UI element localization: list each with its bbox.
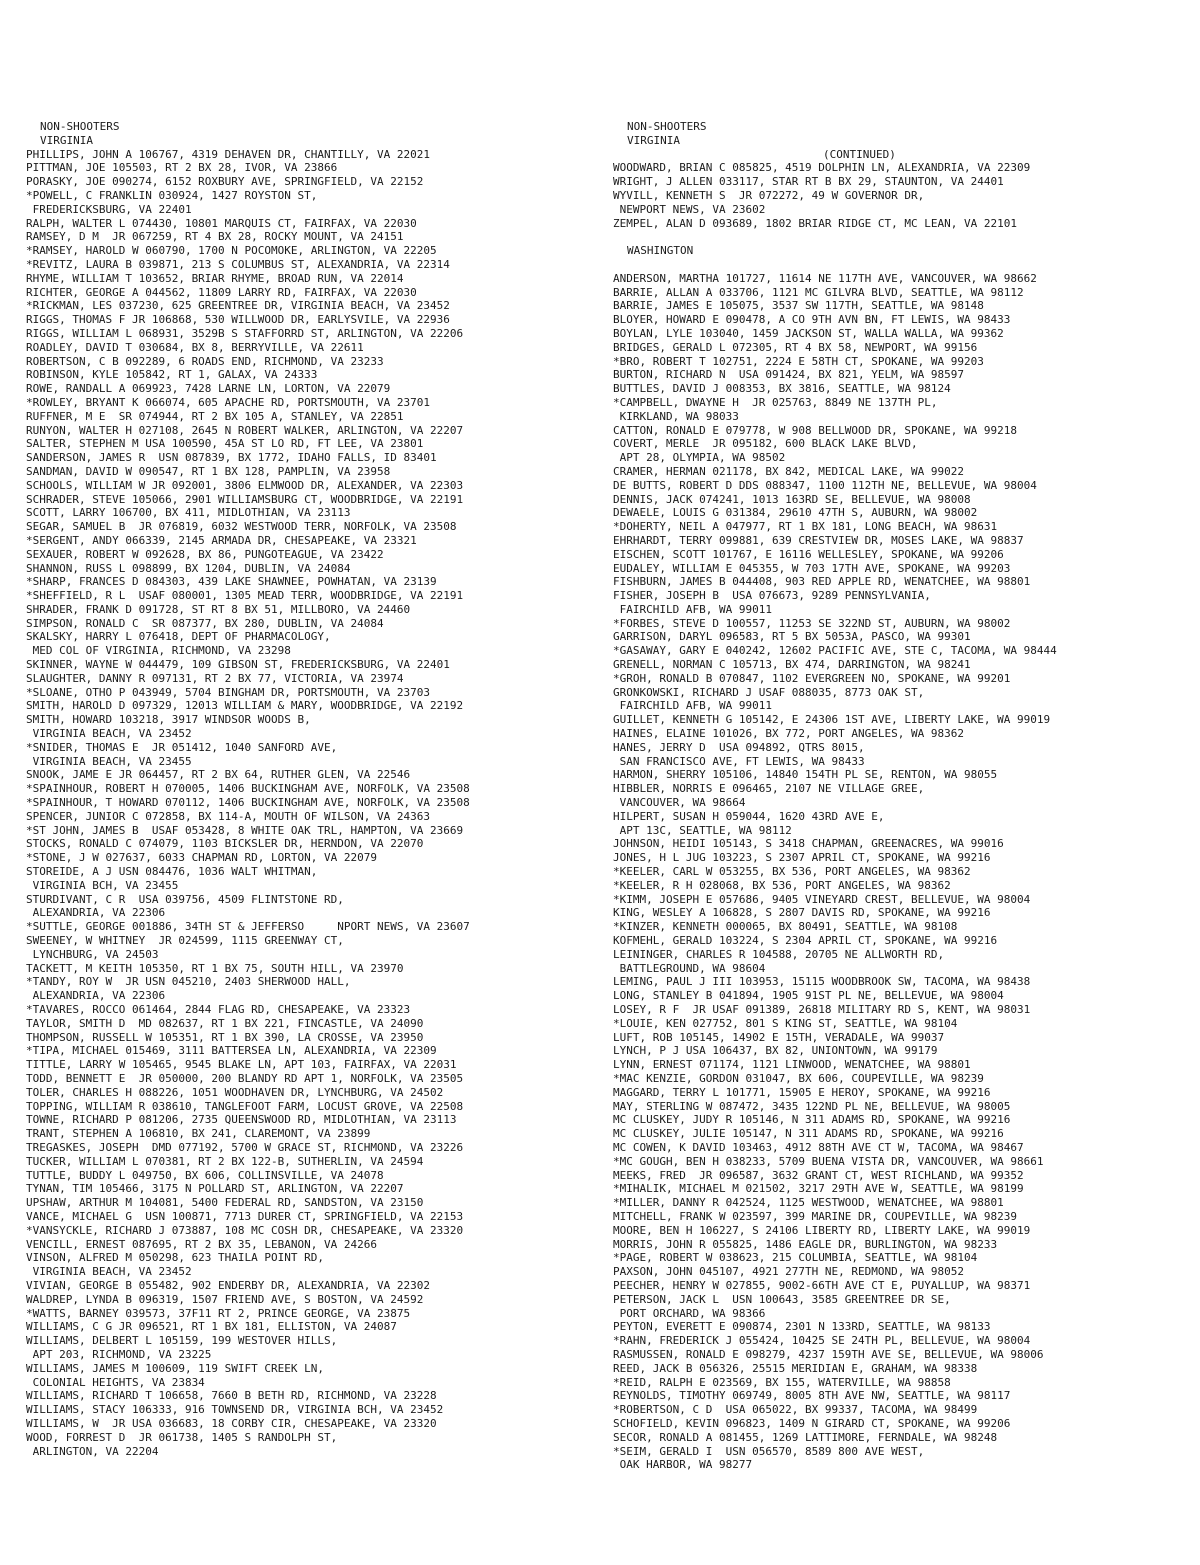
listing-entry: LYNCHBURG, VA 24503	[26, 947, 159, 961]
listing-entry: MAY, STERLING W 087472, 3435 122ND PL NE, BELLEVUE, WA 98005	[613, 1099, 1011, 1113]
listing-entry: *TAVARES, ROCCO 061464, 2844 FLAG RD, CHESAPEAKE, VA 23323	[26, 1003, 411, 1016]
listing-entry: DEWAELE, LOUIS G 031384, 29610 47TH S, AUBURN, WA 98002	[613, 506, 978, 520]
listing-entry: *KINZER, KENNETH 000065, BX 80491, SEATTLE, WA 98108	[613, 920, 958, 934]
listing-entry: *MAC KENZIE, GORDON 031047, BX 606, COUPEVILLE, WA 98239	[613, 1071, 984, 1085]
listing-entry: SECOR, RONALD A 081455, 1269 LATTIMORE, FERNDALE, WA 98248	[613, 1430, 998, 1444]
listing-entry: MED COL OF VIRGINIA, RICHMOND, VA 23298	[26, 644, 291, 658]
listing-entry: SCHOFIELD, KEVIN 096823, 1409 N GIRARD CT, SPOKANE, WA 99206	[613, 1416, 1011, 1430]
listing-entry: MC COWEN, K DAVID 103463, 4912 88TH AVE CT W, TACOMA, WA 98467	[613, 1140, 1024, 1154]
listing-entry: PITTMAN, JOE 105503, RT 2 BX 28, IVOR, VA 23866	[26, 161, 338, 175]
listing-entry: BUTTLES, DAVID J 008353, BX 3816, SEATTLE, WA 98124	[613, 382, 951, 396]
listing-entry: ANDERSON, MARTHA 101727, 11614 NE 117TH AVE, VANCOUVER, WA 98662	[613, 271, 1037, 285]
listing-entry: WRIGHT, J ALLEN 033117, STAR RT B BX 29, STAUNTON, VA 24401	[613, 175, 1004, 189]
listing-entry: JOHNSON, HEIDI 105143, S 3418 CHAPMAN, GREENACRES, WA 99016	[613, 837, 1004, 851]
listing-entry: *SNIDER, THOMAS E JR 051412, 1040 SANFORD AVE,	[26, 740, 338, 754]
listing-entry: *MIHALIK, MICHAEL M 021502, 3217 29TH AVE W, SEATTLE, WA 98199	[613, 1182, 1024, 1196]
listing-entry: TREGASKES, JOSEPH DMD 077192, 5700 W GRACE ST, RICHMOND, VA 23226	[26, 1140, 464, 1154]
listing-entry: ALEXANDRIA, VA 22306	[26, 989, 166, 1003]
listing-entry: *SEIM, GERALD I USN 056570, 8589 800 AVE WEST,	[613, 1444, 925, 1458]
listing-entry: *KEELER, R H 028068, BX 536, PORT ANGELES, WA 98362	[613, 878, 951, 892]
listing-entry: ROADLEY, DAVID T 030684, BX 8, BERRYVILLE, VA 22611	[26, 340, 364, 354]
listing-entry: SALTER, STEPHEN M USA 100590, 45A ST LO RD, FT LEE, VA 23801	[26, 437, 424, 451]
virginia-continued-listing	[613, 161, 1193, 230]
listing-entry: CRAMER, HERMAN 021178, BX 842, MEDICAL LAKE, WA 99022	[613, 464, 964, 478]
listing-entry: GUILLET, KENNETH G 105142, E 24306 1ST AVE, LIBERTY LAKE, WA 99019	[613, 713, 1051, 727]
listing-entry: ALEXANDRIA, VA 22306	[26, 906, 166, 920]
listing-entry: UPSHAW, ARTHUR M 104081, 5400 FEDERAL RD, SANDSTON, VA 23150	[26, 1196, 424, 1210]
listing-entry: WOODWARD, BRIAN C 085825, 4519 DOLPHIN LN, ALEXANDRIA, VA 22309	[613, 161, 1031, 175]
listing-entry: PEECHER, HENRY W 027855, 9002-66TH AVE CT E, PUYALLUP, WA 98371	[613, 1278, 1031, 1292]
listing-entry: *POWELL, C FRANKLIN 030924, 1427 ROYSTON ST,	[26, 188, 318, 202]
listing-entry: TOLER, CHARLES H 088226, 1051 WOODHAVEN DR, LYNCHBURG, VA 24502	[26, 1085, 444, 1099]
listing-entry: SCHRADER, STEVE 105066, 2901 WILLIAMSBURG CT, WOODBRIDGE, VA 22191	[26, 492, 464, 506]
listing-entry: TUTTLE, BUDDY L 049750, BX 606, COLLINSVILLE, VA 24078	[26, 1168, 384, 1182]
listing-entry: BLOYER, HOWARD E 090478, A CO 9TH AVN BN, FT LEWIS, WA 98433	[613, 313, 1011, 327]
listing-entry: VIRGINIA BCH, VA 23455	[26, 878, 179, 892]
listing-entry: RIGGS, THOMAS F JR 106868, 530 WILLWOOD DR, EARLYSVILE, VA 22936	[26, 313, 450, 327]
listing-entry: VIVIAN, GEORGE B 055482, 902 ENDERBY DR, ALEXANDRIA, VA 22302	[26, 1278, 430, 1292]
listing-entry: NEWPORT NEWS, VA 23602	[613, 202, 766, 216]
listing-entry: TOPPING, WILLIAM R 038610, TANGLEFOOT FARM, LOCUST GROVE, VA 22508	[26, 1099, 464, 1113]
listing-entry: SPENCER, JUNIOR C 072858, BX 114-A, MOUTH OF WILSON, VA 24363	[26, 809, 430, 823]
listing-entry: *MC GOUGH, BEN H 038233, 5709 BUENA VISTA DR, VANCOUVER, WA 98661	[613, 1154, 1044, 1168]
listing-entry: *SLOANE, OTHO P 043949, 5704 BINGHAM DR, PORTSMOUTH, VA 23703	[26, 685, 430, 699]
listing-entry: MC CLUSKEY, JUDY R 105146, N 311 ADAMS RD, SPOKANE, WA 99216	[613, 1113, 1011, 1127]
listing-entry: *SHEFFIELD, R L USAF 080001, 1305 MEAD TERR, WOODBRIDGE, VA 22191	[26, 589, 464, 603]
listing-entry: KIRKLAND, WA 98033	[613, 409, 739, 423]
listing-entry: *GASAWAY, GARY E 040242, 12602 PACIFIC AVE, STE C, TACOMA, WA 98444	[613, 644, 1057, 658]
listing-entry: WILLIAMS, W JR USA 036683, 18 CORBY CIR, CHESAPEAKE, VA 23320	[26, 1416, 437, 1430]
listing-entry: BURTON, RICHARD N USA 091424, BX 821, YELM, WA 98597	[613, 368, 964, 382]
listing-entry: TUCKER, WILLIAM L 070381, RT 2 BX 122-B, SUTHERLIN, VA 24594	[26, 1154, 424, 1168]
listing-entry: REYNOLDS, TIMOTHY 069749, 8005 8TH AVE NW, SEATTLE, WA 98117	[613, 1389, 1011, 1403]
listing-entry: RALPH, WALTER L 074430, 10801 MARQUIS CT, FAIRFAX, VA 22030	[26, 216, 417, 230]
listing-entry: DENNIS, JACK 074241, 1013 163RD SE, BELLEVUE, WA 98008	[613, 492, 971, 506]
listing-entry: *TANDY, ROY W JR USN 045210, 2403 SHERWOOD HALL,	[26, 975, 351, 989]
listing-entry: SKALSKY, HARRY L 076418, DEPT OF PHARMACOLOGY,	[26, 630, 331, 644]
listing-entry: HAINES, ELAINE 101026, BX 772, PORT ANGELES, WA 98362	[613, 727, 964, 741]
washington-listing	[613, 272, 1193, 1472]
state-heading-washington: WASHINGTON	[627, 244, 694, 258]
listing-entry: ROBINSON, KYLE 105842, RT 1, GALAX, VA 24333	[26, 368, 318, 382]
listing-entry: ROWE, RANDALL A 069923, 7428 LARNE LN, LORTON, VA 22079	[26, 382, 391, 396]
listing-entry: PETERSON, JACK L USN 100643, 3585 GREENTREE DR SE,	[613, 1292, 951, 1306]
listing-entry: *ROBERTSON, C D USA 065022, BX 99337, TACOMA, WA 98499	[613, 1403, 978, 1417]
listing-entry: FAIRCHILD AFB, WA 99011	[613, 699, 772, 713]
listing-entry: SEXAUER, ROBERT W 092628, BX 86, PUNGOTEAGUE, VA 23422	[26, 547, 384, 561]
continued-label: (CONTINUED)	[823, 147, 896, 161]
listing-entry: APT 13C, SEATTLE, WA 98112	[613, 823, 792, 837]
listing-entry: *RICKMAN, LES 037230, 625 GREENTREE DR, VIRGINIA BEACH, VA 23452	[26, 299, 450, 313]
listing-entry: RIGGS, WILLIAM L 068931, 3529B S STAFFORRD ST, ARLINGTON, VA 22206	[26, 326, 464, 340]
listing-entry: SMITH, HOWARD 103218, 3917 WINDSOR WOODS B,	[26, 713, 311, 727]
listing-entry: SHANNON, RUSS L 098899, BX 1204, DUBLIN, VA 24084	[26, 561, 351, 575]
listing-entry: LYNN, ERNEST 071174, 1121 LINWOOD, WENATCHEE, WA 98801	[613, 1058, 971, 1072]
listing-entry: SMITH, HAROLD D 097329, 12013 WILLIAM & MARY, WOODBRIDGE, VA 22192	[26, 699, 464, 713]
listing-entry: LONG, STANLEY B 041894, 1905 91ST PL NE, BELLEVUE, WA 98004	[613, 989, 1004, 1003]
listing-entry: TYNAN, TIM 105466, 3175 N POLLARD ST, ARLINGTON, VA 22207	[26, 1182, 404, 1196]
listing-entry: PORASKY, JOE 090274, 6152 ROXBURY AVE, SPRINGFIELD, VA 22152	[26, 175, 424, 189]
listing-entry: STURDIVANT, C R USA 039756, 4509 FLINTSTONE RD,	[26, 892, 344, 906]
listing-entry: LEININGER, CHARLES R 104588, 20705 NE ALLWORTH RD,	[613, 947, 945, 961]
listing-entry: *VANSYCKLE, RICHARD J 073887, 108 MC COSH DR, CHESAPEAKE, VA 23320	[26, 1223, 464, 1237]
listing-entry: COVERT, MERLE JR 095182, 600 BLACK LAKE BLVD,	[613, 437, 918, 451]
listing-entry: *SERGENT, ANDY 066339, 2145 ARMADA DR, CHESAPEAKE, VA 23321	[26, 533, 417, 547]
listing-entry: *KIMM, JOSEPH E 057686, 9405 VINEYARD CREST, BELLEVUE, WA 98004	[613, 892, 1031, 906]
listing-entry: EHRHARDT, TERRY 099881, 639 CRESTVIEW DR, MOSES LAKE, WA 98837	[613, 533, 1024, 547]
listing-entry: *RAHN, FREDERICK J 055424, 10425 SE 24TH PL, BELLEVUE, WA 98004	[613, 1334, 1031, 1348]
listing-entry: *LOUIE, KEN 027752, 801 S KING ST, SEATTLE, WA 98104	[613, 1016, 958, 1030]
listing-entry: WALDREP, LYNDA B 096319, 1507 FRIEND AVE, S BOSTON, VA 24592	[26, 1292, 424, 1306]
listing-entry: FAIRCHILD AFB, WA 99011	[613, 602, 772, 616]
listing-entry: STOCKS, RONALD C 074079, 1103 BICKSLER DR, HERNDON, VA 22070	[26, 837, 424, 851]
listing-entry: FISHER, JOSEPH B USA 076673, 9289 PENNSYLVANIA,	[613, 589, 931, 603]
listing-entry: LYNCH, P J USA 106437, BX 82, UNIONTOWN, WA 99179	[613, 1044, 938, 1058]
listing-entry: TODD, BENNETT E JR 050000, 200 BLANDY RD APT 1, NORFOLK, VA 23505	[26, 1071, 464, 1085]
listing-entry: MEEKS, FRED JR 096587, 3632 GRANT CT, WEST RICHLAND, WA 99352	[613, 1168, 1024, 1182]
listing-entry: GRONKOWSKI, RICHARD J USAF 088035, 8773 OAK ST,	[613, 685, 925, 699]
listing-entry: ARLINGTON, VA 22204	[26, 1444, 159, 1458]
listing-entry: CATTON, RONALD E 079778, W 908 BELLWOOD DR, SPOKANE, WA 99218	[613, 423, 1017, 437]
listing-entry: TOWNE, RICHARD P 081206, 2735 QUEENSWOOD RD, MIDLOTHIAN, VA 23113	[26, 1113, 457, 1127]
listing-entry: HARMON, SHERRY 105106, 14840 154TH PL SE, RENTON, WA 98055	[613, 768, 998, 782]
listing-entry: DE BUTTS, ROBERT D DDS 088347, 1100 112TH NE, BELLEVUE, WA 98004	[613, 478, 1037, 492]
listing-entry: TRANT, STEPHEN A 106810, BX 241, CLAREMONT, VA 23899	[26, 1127, 371, 1141]
listing-entry: *GROH, RONALD B 070847, 1102 EVERGREEN NO, SPOKANE, WA 99201	[613, 671, 1011, 685]
listing-entry: RASMUSSEN, RONALD E 098279, 4237 159TH AVE SE, BELLEVUE, WA 98006	[613, 1347, 1044, 1361]
listing-entry: WYVILL, KENNETH S JR 072272, 49 W GOVERNOR DR,	[613, 188, 925, 202]
listing-entry: WILLIAMS, C G JR 096521, RT 1 BX 181, ELLISTON, VA 24087	[26, 1320, 397, 1334]
listing-entry: MITCHELL, FRANK W 023597, 399 MARINE DR, COUPEVILLE, WA 98239	[613, 1209, 1017, 1223]
listing-entry: LOSEY, R F JR USAF 091389, 26818 MILITARY RD S, KENT, WA 98031	[613, 1003, 1031, 1016]
listing-entry: VANCOUVER, WA 98664	[613, 796, 746, 810]
listing-entry: MC CLUSKEY, JULIE 105147, N 311 ADAMS RD, SPOKANE, WA 99216	[613, 1127, 1004, 1141]
listing-entry: *ST JOHN, JAMES B USAF 053428, 8 WHITE OAK TRL, HAMPTON, VA 23669	[26, 823, 464, 837]
listing-entry: SANDMAN, DAVID W 090547, RT 1 BX 128, PAMPLIN, VA 23958	[26, 464, 391, 478]
listing-entry: *DOHERTY, NEIL A 047977, RT 1 BX 181, LONG BEACH, WA 98631	[613, 520, 998, 534]
listing-entry: TACKETT, M KEITH 105350, RT 1 BX 75, SOUTH HILL, VA 23970	[26, 961, 404, 975]
listing-entry: FREDERICKSBURG, VA 22401	[26, 202, 192, 216]
listing-entry: PEYTON, EVERETT E 090874, 2301 N 133RD, SEATTLE, WA 98133	[613, 1320, 991, 1334]
listing-entry: *SPAINHOUR, T HOWARD 070112, 1406 BUCKINGHAM AVE, NORFOLK, VA 23508	[26, 796, 470, 810]
listing-entry: BRIDGES, GERALD L 072305, RT 4 BX 58, NEWPORT, WA 99156	[613, 340, 978, 354]
listing-entry: VIRGINIA BEACH, VA 23452	[26, 727, 192, 741]
listing-entry: *WATTS, BARNEY 039573, 37F11 RT 2, PRINCE GEORGE, VA 23875	[26, 1306, 411, 1320]
listing-entry: *KEELER, CARL W 053255, BX 536, PORT ANGELES, WA 98362	[613, 865, 971, 879]
listing-entry: JONES, H L JUG 103223, S 2307 APRIL CT, SPOKANE, WA 99216	[613, 851, 991, 865]
listing-entry: RICHTER, GEORGE A 044562, 11809 LARRY RD, FAIRFAX, VA 22030	[26, 285, 417, 299]
listing-entry: *SPAINHOUR, ROBERT H 070005, 1406 BUCKINGHAM AVE, NORFOLK, VA 23508	[26, 782, 470, 796]
listing-entry: VIRGINIA BEACH, VA 23452	[26, 1265, 192, 1279]
listing-entry: SWEENEY, W WHITNEY JR 024599, 1115 GREENWAY CT,	[26, 934, 344, 948]
listing-entry: GRENELL, NORMAN C 105713, BX 474, DARRINGTON, WA 98241	[613, 658, 971, 672]
listing-entry: WILLIAMS, STACY 106333, 916 TOWNSEND DR, VIRGINIA BCH, VA 23452	[26, 1403, 444, 1417]
section-header: NON-SHOOTERS	[40, 120, 120, 133]
listing-entry: REED, JACK B 056326, 25515 MERIDIAN E, GRAHAM, WA 98338	[613, 1361, 978, 1375]
listing-entry: *FORBES, STEVE D 100557, 11253 SE 322ND ST, AUBURN, WA 98002	[613, 616, 1011, 630]
listing-entry: SHRADER, FRANK D 091728, ST RT 8 BX 51, MILLBORO, VA 24460	[26, 602, 411, 616]
listing-entry: SLAUGHTER, DANNY R 097131, RT 2 BX 77, VICTORIA, VA 23974	[26, 671, 404, 685]
listing-entry: PHILLIPS, JOHN A 106767, 4319 DEHAVEN DR, CHANTILLY, VA 22021	[26, 147, 430, 161]
listing-entry: GARRISON, DARYL 096583, RT 5 BX 5053A, PASCO, WA 99301	[613, 630, 971, 644]
listing-entry: *SHARP, FRANCES D 084303, 439 LAKE SHAWNEE, POWHATAN, VA 23139	[26, 575, 437, 589]
listing-entry: OAK HARBOR, WA 98277	[613, 1458, 753, 1472]
listing-entry: WOOD, FORREST D JR 061738, 1405 S RANDOLPH ST,	[26, 1430, 338, 1444]
listing-entry: RAMSEY, D M JR 067259, RT 4 BX 28, ROCKY MOUNT, VA 24151	[26, 230, 404, 244]
listing-entry: SEGAR, SAMUEL B JR 076819, 6032 WESTWOOD TERR, NORFOLK, VA 23508	[26, 520, 457, 534]
listing-entry: VANCE, MICHAEL G USN 100871, 7713 DURER CT, SPRINGFIELD, VA 22153	[26, 1209, 464, 1223]
listing-entry: MAGGARD, TERRY L 101771, 15905 E HEROY, SPOKANE, WA 99216	[613, 1085, 991, 1099]
listing-entry: SIMPSON, RONALD C SR 087377, BX 280, DUBLIN, VA 24084	[26, 616, 384, 630]
listing-entry: SKINNER, WAYNE W 044479, 109 GIBSON ST, FREDERICKSBURG, VA 22401	[26, 658, 450, 672]
listing-entry: PAXSON, JOHN 045107, 4921 277TH NE, REDMOND, WA 98052	[613, 1265, 964, 1279]
section-header: NON-SHOOTERS	[627, 120, 707, 133]
listing-entry: APT 203, RICHMOND, VA 23225	[26, 1347, 212, 1361]
listing-entry: *CAMPBELL, DWAYNE H JR 025763, 8849 NE 137TH PL,	[613, 395, 938, 409]
listing-entry: *STONE, J W 027637, 6033 CHAPMAN RD, LORTON, VA 22079	[26, 851, 377, 865]
listing-entry: EISCHEN, SCOTT 101767, E 16116 WELLESLEY, SPOKANE, WA 99206	[613, 547, 1004, 561]
listing-entry: LEMING, PAUL J III 103953, 15115 WOODBROOK SW, TACOMA, WA 98438	[613, 975, 1031, 989]
spacer	[613, 230, 1193, 244]
listing-entry: *TIPA, MICHAEL 015469, 3111 BATTERSEA LN, ALEXANDRIA, VA 22309	[26, 1044, 437, 1058]
listing-entry: COLONIAL HEIGHTS, VA 23834	[26, 1375, 205, 1389]
listing-entry: WILLIAMS, RICHARD T 106658, 7660 B BETH RD, RICHMOND, VA 23228	[26, 1389, 437, 1403]
listing-entry: SNOOK, JAME E JR 064457, RT 2 BX 64, RUTHER GLEN, VA 22546	[26, 768, 411, 782]
listing-entry: RHYME, WILLIAM T 103652, BRIAR RHYME, BROAD RUN, VA 22014	[26, 271, 404, 285]
listing-entry: TITTLE, LARRY W 105465, 9545 BLAKE LN, APT 103, FAIRFAX, VA 22031	[26, 1058, 457, 1072]
listing-entry: STOREIDE, A J USN 084476, 1036 WALT WHITMAN,	[26, 865, 318, 879]
listing-entry: RUFFNER, M E SR 074944, RT 2 BX 105 A, STANLEY, VA 22851	[26, 409, 404, 423]
listing-entry: HIBBLER, NORRIS E 096465, 2107 NE VILLAGE GREE,	[613, 782, 925, 796]
listing-entry: KING, WESLEY A 106828, S 2807 DAVIS RD, SPOKANE, WA 99216	[613, 906, 991, 920]
state-heading: VIRGINIA	[40, 133, 93, 147]
left-listing	[26, 148, 598, 1459]
listing-entry: *ROWLEY, BRYANT K 066074, 605 APACHE RD, PORTSMOUTH, VA 23701	[26, 395, 430, 409]
listing-entry: SAN FRANCISCO AVE, FT LEWIS, WA 98433	[613, 754, 865, 768]
listing-entry: *REVITZ, LAURA B 039871, 213 S COLUMBUS ST, ALEXANDRIA, VA 22314	[26, 257, 450, 271]
listing-entry: ROBERTSON, C B 092289, 6 ROADS END, RICHMOND, VA 23233	[26, 354, 384, 368]
listing-entry: *RAMSEY, HAROLD W 060790, 1700 N POCOMOKE, ARLINGTON, VA 22205	[26, 244, 437, 258]
listing-entry: APT 28, OLYMPIA, WA 98502	[613, 451, 786, 465]
listing-entry: THOMPSON, RUSSELL W 105351, RT 1 BX 390, LA CROSSE, VA 23950	[26, 1030, 424, 1044]
listing-entry: SCHOOLS, WILLIAM W JR 092001, 3806 ELMWOOD DR, ALEXANDER, VA 22303	[26, 478, 464, 492]
listing-entry: MOORE, BEN H 106227, S 24106 LIBERTY RD, LIBERTY LAKE, WA 99019	[613, 1223, 1031, 1237]
listing-entry: PORT ORCHARD, WA 98366	[613, 1306, 766, 1320]
listing-entry: *REID, RALPH E 023569, BX 155, WATERVILLE, WA 98858	[613, 1375, 951, 1389]
state-heading: VIRGINIA	[627, 133, 680, 147]
spacer	[613, 258, 1193, 272]
listing-entry: TAYLOR, SMITH D MD 082637, RT 1 BX 221, FINCASTLE, VA 24090	[26, 1016, 424, 1030]
listing-entry: VINSON, ALFRED M 050298, 623 THAILA POINT RD,	[26, 1251, 325, 1265]
listing-entry: HANES, JERRY D USA 094892, QTRS 8015,	[613, 740, 865, 754]
listing-entry: BOYLAN, LYLE 103040, 1459 JACKSON ST, WALLA WALLA, WA 99362	[613, 326, 1004, 340]
listing-entry: ZEMPEL, ALAN D 093689, 1802 BRIAR RIDGE CT, MC LEAN, VA 22101	[613, 216, 1017, 230]
listing-entry: EUDALEY, WILLIAM E 045355, W 703 17TH AVE, SPOKANE, WA 99203	[613, 561, 1011, 575]
listing-entry: SANDERSON, JAMES R USN 087839, BX 1772, IDAHO FALLS, ID 83401	[26, 451, 437, 465]
listing-entry: KOFMEHL, GERALD 103224, S 2304 APRIL CT, SPOKANE, WA 99216	[613, 934, 998, 948]
listing-entry: WILLIAMS, JAMES M 100609, 119 SWIFT CREEK LN,	[26, 1361, 325, 1375]
listing-entry: SCOTT, LARRY 106700, BX 411, MIDLOTHIAN, VA 23113	[26, 506, 351, 520]
listing-entry: FISHBURN, JAMES B 044408, 903 RED APPLE RD, WENATCHEE, WA 98801	[613, 575, 1031, 589]
listing-entry: *MILLER, DANNY R 042524, 1125 WESTWOOD, WENATCHEE, WA 98801	[613, 1196, 1004, 1210]
listing-entry: BARRIE, ALLAN A 033706, 1121 MC GILVRA BLVD, SEATTLE, WA 98112	[613, 285, 1024, 299]
listing-entry: BARRIE, JAMES E 105075, 3537 SW 117TH, SEATTLE, WA 98148	[613, 299, 984, 313]
listing-entry: *PAGE, ROBERT W 038623, 215 COLUMBIA, SEATTLE, WA 98104	[613, 1251, 978, 1265]
listing-entry: LUFT, ROB 105145, 14902 E 15TH, VERADALE, WA 99037	[613, 1030, 945, 1044]
listing-entry: RUNYON, WALTER H 027108, 2645 N ROBERT WALKER, ARLINGTON, VA 22207	[26, 423, 464, 437]
listing-entry: MORRIS, JOHN R 055825, 1486 EAGLE DR, BURLINGTON, WA 98233	[613, 1237, 998, 1251]
listing-entry: VIRGINIA BEACH, VA 23455	[26, 754, 192, 768]
listing-entry: VENCILL, ERNEST 087695, RT 2 BX 35, LEBANON, VA 24266	[26, 1237, 377, 1251]
left-column	[26, 120, 598, 1458]
listing-entry: WILLIAMS, DELBERT L 105159, 199 WESTOVER HILLS,	[26, 1334, 338, 1348]
listing-entry: HILPERT, SUSAN H 059044, 1620 43RD AVE E,	[613, 809, 885, 823]
listing-entry: *SUTTLE, GEORGE 001886, 34TH ST & JEFFERSO NPORT NEWS, VA 23607	[26, 920, 470, 934]
listing-entry: BATTLEGROUND, WA 98604	[613, 961, 766, 975]
listing-entry: *BRO, ROBERT T 102751, 2224 E 58TH CT, SPOKANE, WA 99203	[613, 354, 984, 368]
right-column	[613, 120, 1193, 1472]
